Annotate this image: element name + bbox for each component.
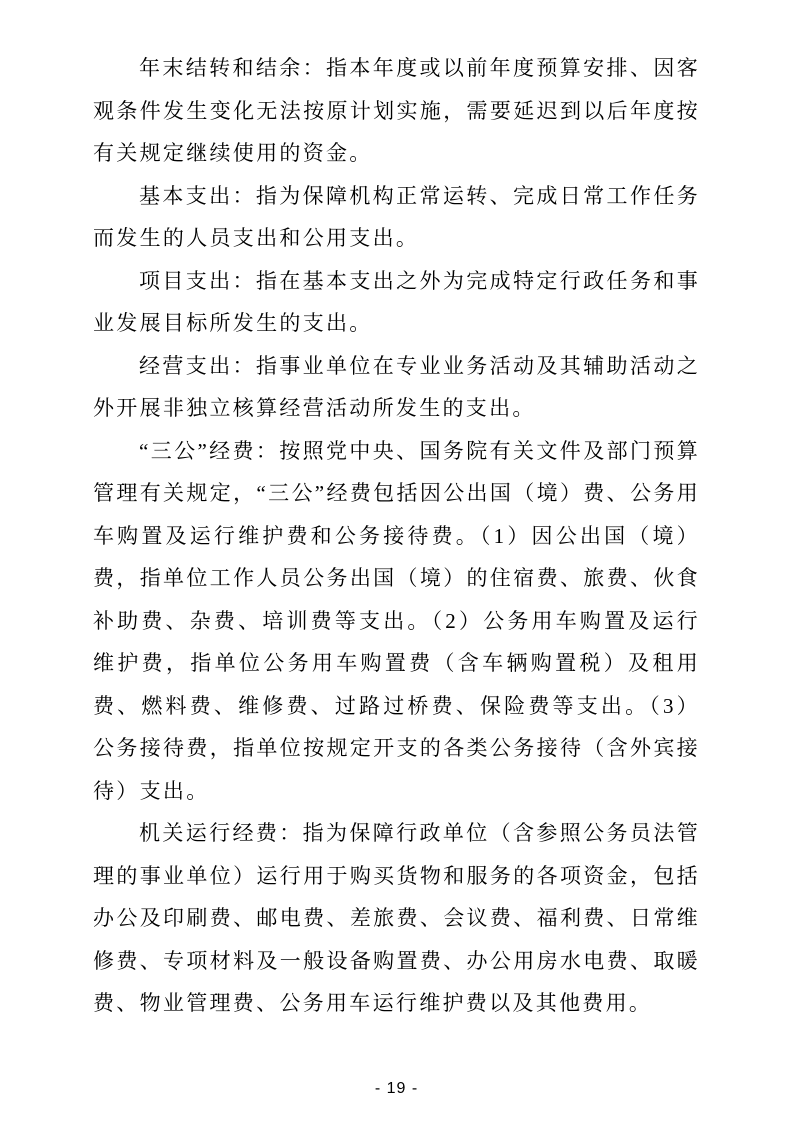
paragraph-operating-expenditure: 经营支出：指事业单位在专业业务活动及其辅助活动之外开展非独立核算经营活动所发生的支出。 xyxy=(93,353,700,420)
page-number: - 19 - xyxy=(374,1080,419,1097)
page-footer xyxy=(0,1080,793,1098)
paragraph-year-end-carryover: 年末结转和结余：指本年度或以前年度预算安排、因客观条件发生变化无法按原计划实施，需要延迟到以后年度按有关规定继续使用的资金。 xyxy=(93,56,700,165)
paragraph-project-expenditure: 项目支出：指在基本支出之外为完成特定行政任务和事业发展目标所发生的支出。 xyxy=(93,268,700,335)
paragraph-basic-expenditure: 基本支出：指为保障机构正常运转、完成日常工作任务而发生的人员支出和公用支出。 xyxy=(93,183,700,250)
paragraph-agency-operating-funds: 机关运行经费：指为保障行政单位（含参照公务员法管理的事业单位）运行用于购买货物和服务的各项资金，包括办公及印刷费、邮电费、差旅费、会议费、福利费、日常维修费、专项材料及一般设备购置费、办公用房水电费、取暖费、物业管理费、公务用车运行维护费以及其他费用。 xyxy=(93,821,700,1015)
document-body xyxy=(93,47,700,1025)
paragraph-three-public-funds: “三公”经费：按照党中央、国务院有关文件及部门预算管理有关规定，“三公”经费包括因公出国（境）费、公务用车购置及运行维护费和公务接待费。（1）因公出国（境）费，指单位工作人员公务出国（境）的住宿费、旅费、伙食补助费、杂费、培训费等支出。（2）公务用车购置及运行维护费，指单位公务用车购置费（含车辆购置税）及租用费、燃料费、维修费、过路过桥费、保险费等支出。（3）公务接待费，指单位按规定开支的各类公务接待（含外宾接待）支出。 xyxy=(93,438,700,803)
